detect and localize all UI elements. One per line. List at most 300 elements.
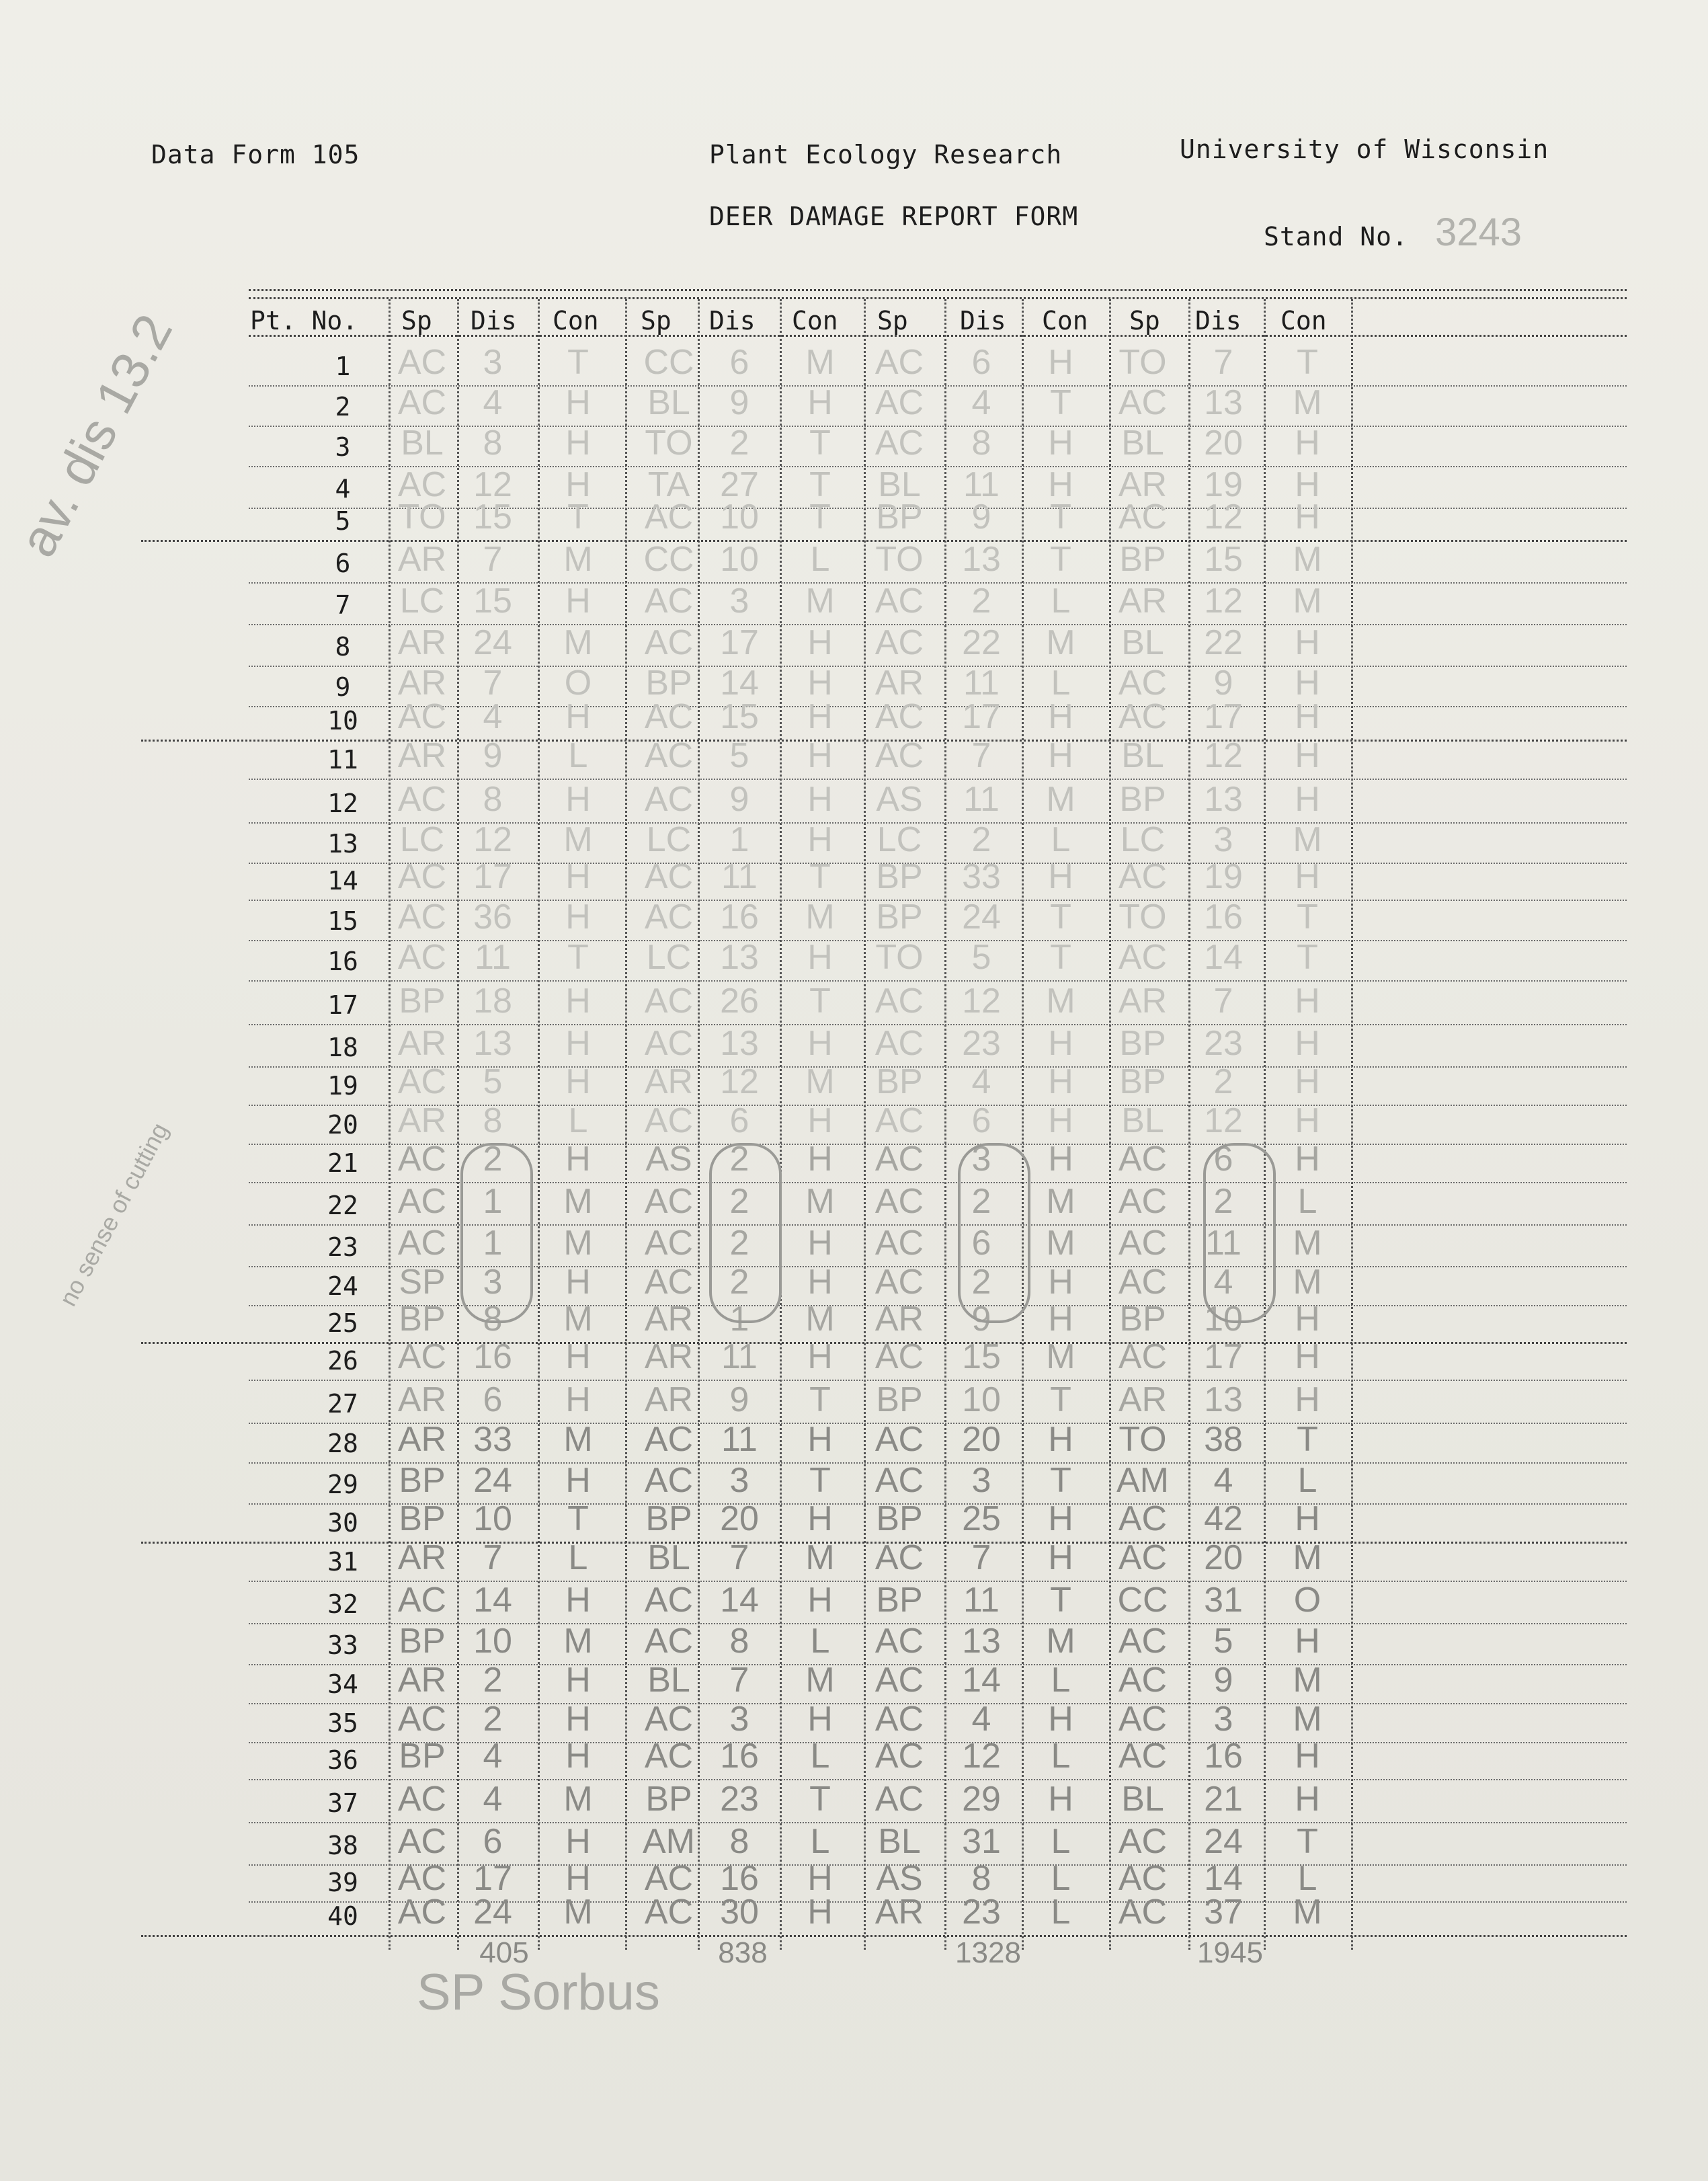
point-number: 11	[327, 745, 358, 775]
species-entry: AR	[397, 1024, 447, 1063]
point-number: 21	[327, 1148, 358, 1178]
condition-entry: T	[809, 465, 831, 504]
column-divider	[780, 299, 782, 1950]
distance-entry: 12	[962, 982, 1001, 1021]
condition-entry: H	[565, 780, 591, 819]
distance-entry: 2	[971, 582, 991, 621]
species-entry: AC	[644, 1893, 694, 1932]
species-entry: TO	[1119, 1420, 1167, 1459]
condition-entry: T	[809, 1461, 831, 1500]
species-entry: AR	[644, 1380, 694, 1419]
point-number: 18	[327, 1033, 358, 1062]
condition-entry: H	[1295, 1737, 1320, 1776]
condition-entry: M	[1293, 1893, 1322, 1932]
distance-entry: 8	[483, 1300, 503, 1339]
species-entry: BL	[647, 1661, 690, 1700]
condition-entry: H	[1295, 465, 1320, 504]
species-entry: CC	[643, 343, 694, 382]
species-entry: AC	[1118, 857, 1168, 896]
species-entry: AC	[1118, 1661, 1168, 1700]
species-entry: AR	[1118, 582, 1168, 621]
distance-entry: 14	[1204, 1859, 1243, 1898]
species-entry: BL	[647, 1538, 690, 1577]
species-entry: AC	[1118, 697, 1168, 736]
distance-entry: 4	[971, 1700, 991, 1739]
condition-entry: H	[565, 982, 591, 1021]
distance-entry: 4	[971, 1062, 991, 1101]
species-entry: BL	[1121, 1780, 1164, 1819]
species-entry: BP	[876, 498, 923, 537]
species-entry: AC	[875, 1622, 924, 1661]
condition-entry: H	[1048, 1700, 1073, 1739]
distance-entry: 1	[483, 1224, 503, 1263]
header-rule	[249, 335, 1627, 337]
condition-entry: H	[807, 697, 833, 736]
species-entry: AC	[875, 1024, 924, 1063]
point-number: 2	[335, 392, 351, 422]
species-entry: AC	[644, 898, 694, 937]
point-number: 38	[327, 1831, 358, 1860]
distance-entry: 6	[483, 1822, 503, 1861]
species-entry: AC	[875, 383, 924, 422]
distance-entry: 9	[483, 736, 503, 775]
condition-entry: H	[1048, 343, 1073, 382]
condition-entry: M	[805, 343, 835, 382]
point-number: 9	[335, 672, 351, 702]
distance-entry: 8	[729, 1622, 749, 1661]
point-number: 39	[327, 1868, 358, 1897]
species-entry: BP	[399, 1300, 446, 1339]
species-entry: AC	[1118, 1859, 1168, 1898]
distance-entry: 5	[1213, 1622, 1233, 1661]
condition-entry: L	[1297, 1859, 1317, 1898]
distance-entry: 2	[971, 1263, 991, 1302]
condition-entry: T	[1050, 540, 1071, 579]
species-entry: AC	[644, 1420, 694, 1459]
condition-entry: H	[1295, 498, 1320, 537]
condition-entry: L	[1051, 582, 1071, 621]
species-entry: TO	[875, 938, 924, 977]
species-entry: BP	[1119, 1062, 1166, 1101]
condition-entry: H	[1048, 465, 1073, 504]
condition-entry: H	[1295, 424, 1320, 463]
condition-entry: H	[565, 582, 591, 621]
condition-entry: H	[565, 1581, 591, 1620]
condition-entry: H	[807, 1224, 833, 1263]
point-number: 29	[327, 1470, 358, 1499]
condition-entry: M	[563, 623, 593, 662]
species-entry: LC	[646, 938, 692, 977]
point-number: 35	[327, 1708, 358, 1738]
column-header: Sp	[877, 306, 908, 335]
condition-entry: T	[809, 424, 831, 463]
condition-entry: T	[1050, 1461, 1071, 1500]
species-entry: BP	[876, 857, 923, 896]
condition-entry: M	[563, 1300, 593, 1339]
species-entry: AC	[875, 1420, 924, 1459]
distance-entry: 21	[1204, 1780, 1243, 1819]
species-entry: AC	[644, 736, 694, 775]
condition-entry: M	[1046, 1224, 1075, 1263]
species-entry: AC	[875, 343, 924, 382]
species-entry: AC	[397, 938, 447, 977]
species-entry: AC	[1118, 498, 1168, 537]
table-top-rule	[249, 297, 1627, 299]
condition-entry: H	[1048, 697, 1073, 736]
species-entry: AC	[1118, 1224, 1168, 1263]
distance-entry: 12	[1204, 736, 1243, 775]
point-number: 16	[327, 947, 358, 976]
organization: Plant Ecology Research	[709, 140, 1063, 169]
condition-entry: L	[1297, 1182, 1317, 1221]
column-divider	[538, 299, 540, 1950]
point-number: 17	[327, 990, 358, 1020]
species-entry: BP	[1119, 540, 1166, 579]
condition-entry: T	[1050, 898, 1071, 937]
condition-entry: L	[810, 540, 830, 579]
condition-entry: T	[1050, 498, 1071, 537]
condition-entry: L	[1051, 664, 1071, 703]
species-entry: AC	[644, 982, 694, 1021]
species-entry: AC	[1118, 383, 1168, 422]
distance-entry: 15	[962, 1337, 1001, 1376]
species-entry: AC	[644, 1263, 694, 1302]
species-entry: BP	[399, 1461, 446, 1500]
condition-entry: T	[809, 498, 831, 537]
condition-entry: H	[565, 1024, 591, 1063]
condition-entry: H	[1295, 736, 1320, 775]
distance-entry: 3	[1213, 820, 1233, 859]
condition-entry: M	[1046, 1622, 1075, 1661]
species-entry: AC	[397, 1822, 447, 1861]
distance-entry: 4	[483, 697, 503, 736]
species-entry: AC	[644, 582, 694, 621]
condition-entry: H	[1295, 697, 1320, 736]
condition-entry: M	[805, 1062, 835, 1101]
species-entry: AR	[1118, 1380, 1168, 1419]
condition-entry: H	[565, 465, 591, 504]
species-entry: AC	[875, 582, 924, 621]
condition-entry: T	[1297, 1420, 1318, 1459]
distance-entry: 4	[1213, 1263, 1233, 1302]
column-divider	[944, 299, 946, 1950]
distance-entry: 17	[1204, 1337, 1243, 1376]
species-entry: LC	[1120, 820, 1166, 859]
distance-entry: 31	[1204, 1581, 1243, 1620]
species-entry: AC	[875, 1337, 924, 1376]
species-entry: AC	[875, 697, 924, 736]
condition-entry: H	[565, 383, 591, 422]
point-number: 24	[327, 1271, 358, 1301]
species-entry: AC	[397, 697, 447, 736]
species-entry: BP	[399, 982, 446, 1021]
row-rule	[141, 1935, 1627, 1937]
condition-entry: M	[563, 1420, 593, 1459]
distance-entry: 20	[1204, 424, 1243, 463]
condition-entry: L	[1297, 1461, 1317, 1500]
distance-entry: 13	[962, 540, 1001, 579]
distance-entry: 13	[720, 1024, 759, 1063]
species-entry: BP	[645, 664, 692, 703]
species-entry: BL	[878, 1822, 921, 1861]
distance-entry: 9	[729, 383, 749, 422]
species-entry: AC	[644, 1859, 694, 1898]
species-entry: AR	[397, 540, 447, 579]
species-entry: AR	[644, 1062, 694, 1101]
condition-entry: H	[1048, 1499, 1073, 1538]
species-entry: AC	[875, 736, 924, 775]
distance-entry: 8	[971, 1859, 991, 1898]
condition-entry: M	[1293, 820, 1322, 859]
species-entry: AC	[875, 424, 924, 463]
distance-entry: 11	[963, 664, 1000, 703]
distance-entry: 11	[963, 780, 1000, 819]
distance-entry: 1	[483, 1182, 503, 1221]
condition-entry: H	[807, 1337, 833, 1376]
condition-entry: M	[1046, 1182, 1075, 1221]
species-entry: AC	[397, 1140, 447, 1179]
distance-entry: 2	[1213, 1062, 1233, 1101]
species-entry: BL	[1121, 736, 1164, 775]
point-number: 25	[327, 1308, 358, 1338]
distance-entry: 17	[473, 857, 512, 896]
species-entry: AC	[397, 1700, 447, 1739]
condition-entry: H	[1295, 1062, 1320, 1101]
column-header: Con	[792, 306, 838, 335]
distance-entry: 9	[971, 498, 991, 537]
species-entry: AC	[1118, 1538, 1168, 1577]
species-entry: AC	[1118, 1893, 1168, 1932]
condition-entry: H	[565, 1380, 591, 1419]
species-entry: AC	[397, 465, 447, 504]
distance-entry: 33	[962, 857, 1001, 896]
condition-entry: O	[1293, 1581, 1321, 1620]
distance-entry: 14	[962, 1661, 1001, 1700]
condition-entry: H	[807, 1263, 833, 1302]
circled-group	[709, 1143, 782, 1323]
point-number: 32	[327, 1589, 358, 1619]
distance-entry: 6	[971, 1224, 991, 1263]
species-entry: BL	[1121, 424, 1164, 463]
condition-entry: M	[1293, 1538, 1322, 1577]
margin-note-bracket: no sense of cutting	[54, 1118, 174, 1311]
circled-group	[958, 1143, 1030, 1323]
species-entry: BP	[876, 1380, 923, 1419]
distance-entry: 26	[720, 982, 759, 1021]
distance-entry: 10	[720, 498, 759, 537]
distance-entry: 29	[962, 1780, 1001, 1819]
distance-entry: 2	[483, 1140, 503, 1179]
university: University of Wisconsin	[1180, 134, 1549, 164]
condition-entry: H	[565, 424, 591, 463]
column-total: 838	[718, 1936, 768, 1969]
condition-entry: H	[1048, 857, 1073, 896]
distance-entry: 24	[473, 1893, 512, 1932]
species-entry: AR	[644, 1337, 694, 1376]
condition-entry: L	[568, 736, 588, 775]
condition-entry: H	[1048, 1300, 1073, 1339]
condition-entry: L	[810, 1622, 830, 1661]
distance-entry: 4	[971, 383, 991, 422]
condition-entry: M	[1293, 1661, 1322, 1700]
species-entry: AC	[1118, 1622, 1168, 1661]
distance-entry: 38	[1204, 1420, 1243, 1459]
distance-entry: 8	[483, 1101, 503, 1140]
condition-entry: T	[1050, 1380, 1071, 1419]
condition-entry: H	[565, 1737, 591, 1776]
distance-entry: 4	[483, 1737, 503, 1776]
species-entry: AC	[397, 1224, 447, 1263]
species-entry: AR	[1118, 982, 1168, 1021]
species-entry: AC	[397, 1182, 447, 1221]
distance-entry: 22	[962, 623, 1001, 662]
species-entry: AC	[397, 898, 447, 937]
condition-entry: H	[1295, 1300, 1320, 1339]
condition-entry: H	[1295, 1101, 1320, 1140]
condition-entry: T	[1050, 938, 1071, 977]
condition-entry: H	[1048, 424, 1073, 463]
condition-entry: H	[807, 1140, 833, 1179]
species-entry: AC	[875, 1737, 924, 1776]
condition-entry: H	[1295, 1024, 1320, 1063]
species-entry: CC	[643, 540, 694, 579]
distance-entry: 12	[473, 820, 512, 859]
species-entry: AC	[397, 1581, 447, 1620]
condition-entry: H	[1295, 1140, 1320, 1179]
condition-entry: M	[805, 1538, 835, 1577]
condition-entry: M	[1046, 1337, 1075, 1376]
condition-entry: T	[809, 857, 831, 896]
species-entry: AR	[875, 1893, 924, 1932]
species-entry: AR	[397, 736, 447, 775]
condition-entry: L	[1051, 1893, 1071, 1932]
species-entry: AC	[1118, 1737, 1168, 1776]
distance-entry: 12	[1204, 582, 1243, 621]
distance-entry: 31	[962, 1822, 1001, 1861]
species-entry: BL	[878, 465, 921, 504]
distance-entry: 17	[720, 623, 759, 662]
species-entry: AC	[644, 498, 694, 537]
condition-entry: H	[565, 1700, 591, 1739]
species-entry: AC	[644, 1737, 694, 1776]
margin-note-footer: SP Sorbus	[417, 1964, 660, 2021]
distance-entry: 2	[483, 1661, 503, 1700]
distance-entry: 9	[1213, 1661, 1233, 1700]
condition-entry: T	[567, 498, 589, 537]
distance-entry: 23	[720, 1780, 759, 1819]
distance-entry: 13	[962, 1622, 1001, 1661]
condition-entry: H	[565, 1661, 591, 1700]
species-entry: BP	[1119, 1024, 1166, 1063]
species-entry: AC	[644, 1581, 694, 1620]
condition-entry: H	[1048, 1140, 1073, 1179]
distance-entry: 14	[1204, 938, 1243, 977]
condition-entry: H	[1295, 857, 1320, 896]
species-entry: BL	[1121, 623, 1164, 662]
point-number: 19	[327, 1071, 358, 1101]
species-entry: LC	[646, 820, 692, 859]
species-entry: AC	[644, 1101, 694, 1140]
distance-entry: 11	[1205, 1224, 1242, 1263]
distance-entry: 7	[483, 664, 503, 703]
distance-entry: 9	[1213, 664, 1233, 703]
column-header: Pt. No.	[250, 306, 358, 335]
species-entry: AR	[397, 1420, 447, 1459]
condition-entry: L	[1051, 820, 1071, 859]
distance-entry: 6	[483, 1380, 503, 1419]
species-entry: AC	[397, 780, 447, 819]
distance-entry: 9	[729, 780, 749, 819]
distance-entry: 15	[1204, 540, 1243, 579]
distance-entry: 11	[721, 1420, 758, 1459]
distance-entry: 7	[729, 1538, 749, 1577]
species-entry: BL	[647, 383, 690, 422]
species-entry: BP	[876, 1581, 923, 1620]
circled-group	[460, 1143, 533, 1323]
species-entry: TA	[647, 465, 690, 504]
condition-entry: H	[565, 1263, 591, 1302]
distance-entry: 13	[720, 938, 759, 977]
condition-entry: M	[563, 540, 593, 579]
distance-entry: 17	[1204, 697, 1243, 736]
condition-entry: H	[1048, 1780, 1073, 1819]
column-total: 1328	[955, 1936, 1021, 1969]
distance-entry: 19	[1204, 465, 1243, 504]
condition-entry: H	[565, 857, 591, 896]
condition-entry: M	[805, 1300, 835, 1339]
column-divider	[1264, 299, 1266, 1950]
species-entry: LC	[399, 582, 445, 621]
distance-entry: 10	[473, 1499, 512, 1538]
distance-entry: 2	[729, 1140, 749, 1179]
species-entry: AS	[876, 1859, 923, 1898]
species-entry: BL	[1121, 1101, 1164, 1140]
species-entry: AR	[875, 1300, 924, 1339]
condition-entry: H	[1295, 1780, 1320, 1819]
column-header: Con	[1042, 306, 1088, 335]
species-entry: AC	[397, 857, 447, 896]
condition-entry: H	[1295, 982, 1320, 1021]
species-entry: AR	[397, 1538, 447, 1577]
distance-entry: 2	[729, 1263, 749, 1302]
distance-entry: 16	[720, 1859, 759, 1898]
condition-entry: M	[1293, 582, 1322, 621]
distance-entry: 33	[473, 1420, 512, 1459]
point-number: 30	[327, 1508, 358, 1538]
point-number: 34	[327, 1669, 358, 1699]
condition-entry: T	[567, 1499, 589, 1538]
species-entry: AC	[1118, 938, 1168, 977]
distance-entry: 3	[729, 1700, 749, 1739]
species-entry: AR	[644, 1300, 694, 1339]
condition-entry: M	[805, 582, 835, 621]
distance-entry: 10	[720, 540, 759, 579]
species-entry: AC	[875, 1101, 924, 1140]
distance-entry: 13	[1204, 383, 1243, 422]
species-entry: AR	[1118, 465, 1168, 504]
condition-entry: T	[1050, 383, 1071, 422]
distance-entry: 17	[473, 1859, 512, 1898]
distance-entry: 12	[962, 1737, 1001, 1776]
point-number: 15	[327, 906, 358, 936]
distance-entry: 24	[473, 623, 512, 662]
distance-entry: 7	[971, 736, 991, 775]
column-header: Dis	[471, 306, 517, 335]
distance-entry: 14	[473, 1581, 512, 1620]
condition-entry: H	[807, 820, 833, 859]
distance-entry: 11	[721, 857, 758, 896]
condition-entry: H	[1295, 1622, 1320, 1661]
